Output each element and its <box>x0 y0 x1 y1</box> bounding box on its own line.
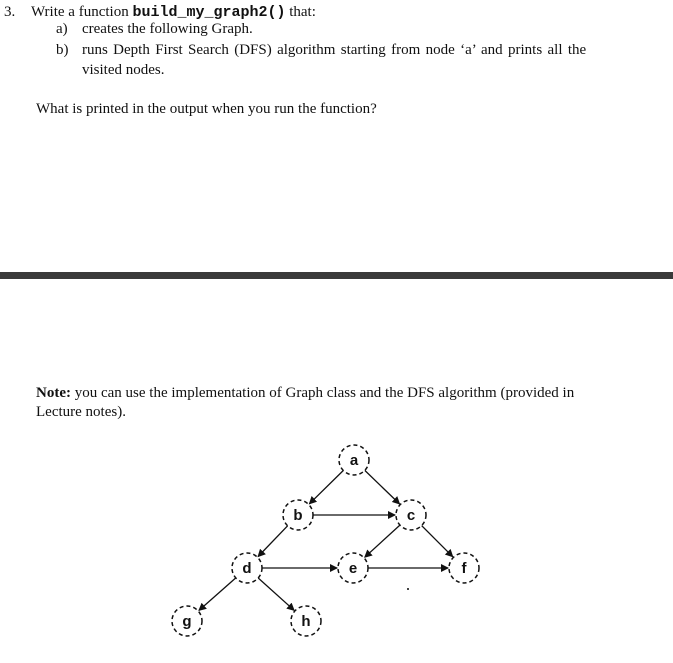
question-intro-suffix: that: <box>285 4 316 20</box>
question-prompt: What is printed in the output when you run the function? <box>36 101 377 117</box>
node-d-label: d <box>242 560 252 577</box>
edge-d-g <box>199 578 236 611</box>
node-c <box>396 500 426 530</box>
node-c-label: c <box>406 507 416 524</box>
node-a <box>339 445 369 475</box>
node-a-label: a <box>349 452 359 469</box>
item-b-marker: b) <box>56 42 69 58</box>
item-a-marker: a) <box>56 21 68 37</box>
node-b <box>283 500 313 530</box>
function-name: build_my_graph2() <box>132 4 286 21</box>
node-h-label: h <box>301 613 311 630</box>
item-b-text-line2: visited nodes. <box>82 62 165 78</box>
stray-dot <box>407 588 409 590</box>
node-g-label: g <box>182 613 192 630</box>
node-f-label: f <box>461 560 467 577</box>
node-d <box>232 553 262 583</box>
node-b-label: b <box>293 507 303 524</box>
node-g <box>172 606 202 636</box>
graph-edges <box>199 470 453 610</box>
note-line2: Lecture notes). <box>36 404 126 420</box>
edge-a-b <box>309 471 343 504</box>
edge-c-e <box>365 525 400 557</box>
item-a-text: creates the following Graph. <box>82 21 253 37</box>
edge-c-f <box>422 526 453 557</box>
edge-d-h <box>258 578 294 610</box>
graph-nodes <box>172 445 479 636</box>
note-text: you can use the implementation of Graph class and the DFS algorithm (provided in <box>70 385 575 401</box>
node-h <box>291 606 321 636</box>
question-intro: Write a function <box>31 4 133 20</box>
node-f <box>449 553 479 583</box>
node-e <box>338 553 368 583</box>
note-label: Note: <box>36 385 71 401</box>
edge-b-d <box>258 526 288 557</box>
edge-a-c <box>365 470 400 504</box>
node-e-label: e <box>348 560 358 577</box>
question-number: 3. <box>4 4 16 20</box>
item-b-text-line1: runs Depth First Search (DFS) algorithm starting from node ‘a’ and prints all the <box>82 42 587 58</box>
